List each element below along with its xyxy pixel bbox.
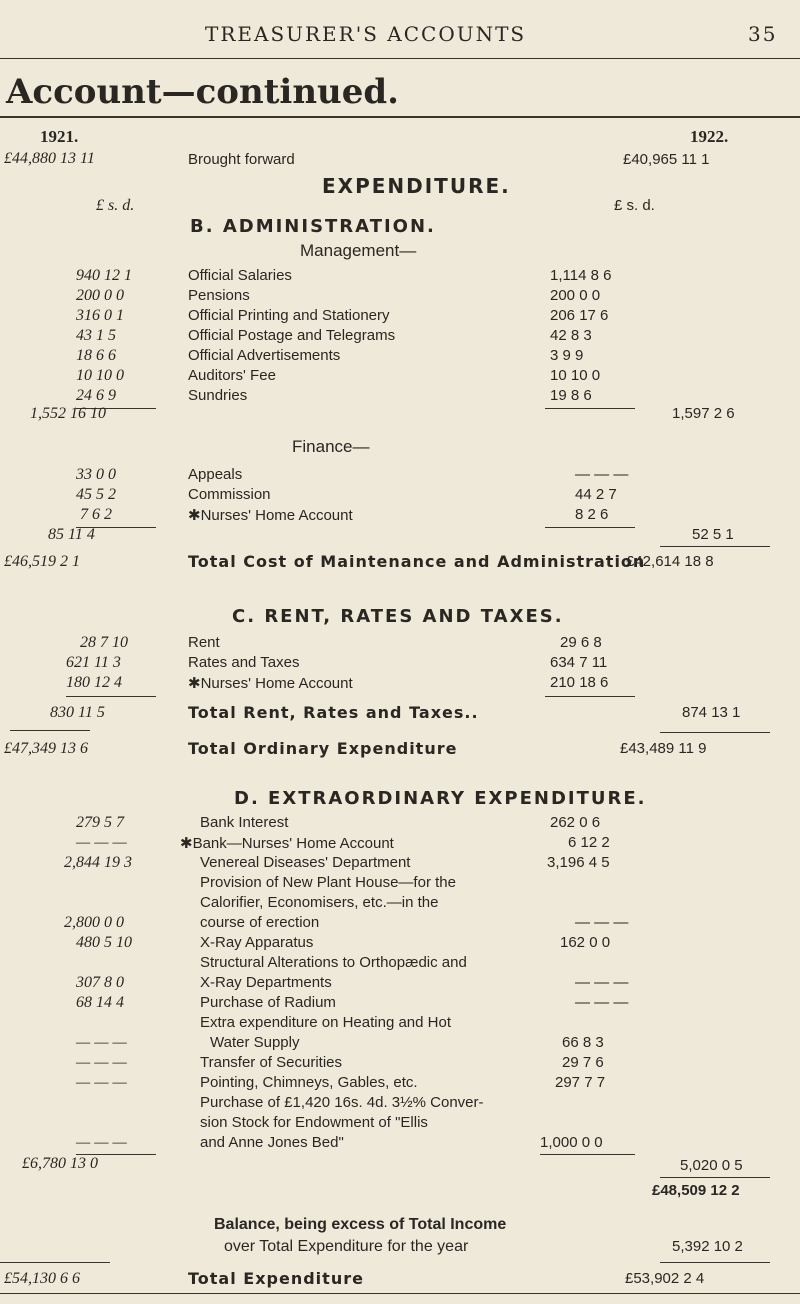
maintenance-right: £42,614 18 8	[626, 553, 714, 570]
mgmt-subtotal-left: 1,552 16 10	[30, 405, 106, 422]
rates-left: 28 7 10	[80, 634, 128, 651]
expenditure-title: EXPENDITURE.	[322, 174, 511, 198]
section-b-title: B. ADMINISTRATION.	[190, 216, 436, 237]
extra-right: 6 12 2	[568, 834, 610, 851]
extra-left: — — —	[76, 1034, 127, 1051]
extra-right: 297 7 7	[555, 1074, 606, 1091]
total-exp-right: £53,902 2 4	[625, 1270, 705, 1287]
mgmt-left: 10 10 0	[76, 367, 124, 384]
rule	[0, 1293, 800, 1294]
mgmt-label: Official Advertisements	[188, 347, 341, 364]
extra-label: Structural Alterations to Orthopædic and	[200, 954, 467, 971]
extra-label: Bank Interest	[200, 814, 289, 831]
header-rule	[0, 58, 800, 59]
extra-label: Transfer of Securities	[200, 1054, 342, 1071]
extra-label: Venereal Diseases' Department	[200, 854, 411, 871]
bf-right: £40,965 11 1	[623, 151, 710, 168]
balance-line-1: Balance, being excess of Total Income	[214, 1216, 507, 1233]
extra-label: Purchase of Radium	[200, 994, 336, 1011]
mgmt-label: Official Salaries	[188, 267, 292, 284]
extra-label: course of erection	[200, 914, 320, 931]
extra-right: 66 8 3	[562, 1034, 604, 1051]
extra-left: 279 5 7	[76, 814, 124, 831]
mgmt-label: Pensions	[188, 287, 250, 304]
mgmt-right: 1,114 8 6	[550, 267, 612, 284]
extra-left: 68 14 4	[76, 994, 124, 1011]
extra-left: 480 5 10	[76, 934, 132, 951]
mgmt-left: 18 6 6	[76, 347, 116, 364]
maintenance-label: Total Cost of Maintenance and Administration	[188, 552, 646, 571]
extra-right: — — —	[575, 974, 629, 991]
extra-label: Pointing, Chimneys, Gables, etc.	[200, 1074, 418, 1091]
finance-label: ✱Nurses' Home Account	[188, 507, 353, 524]
extra-total-left: £6,780 13 0	[22, 1155, 98, 1172]
total-exp-left: £54,130 6 6	[4, 1270, 80, 1287]
mgmt-subtotal-right: 1,597 2 6	[672, 405, 735, 422]
ordinary-right: £43,489 11 9	[620, 740, 707, 757]
page-heading: Account—continued.	[6, 72, 400, 112]
extra-label: Calorifier, Economisers, etc.—in the	[200, 894, 439, 911]
extra-right: 29 7 6	[562, 1054, 604, 1071]
management-subtitle: Management—	[300, 241, 417, 260]
year-right: 1922.	[690, 127, 729, 146]
maintenance-left: £46,519 2 1	[4, 553, 80, 570]
rates-right: 210 18 6	[550, 674, 609, 691]
extra-label: Extra expenditure on Heating and Hot	[200, 1014, 451, 1031]
extra-right: 262 0 6	[550, 814, 601, 831]
mgmt-right: 10 10 0	[550, 367, 601, 384]
rates-total-label: Total Rent, Rates and Taxes..	[188, 703, 479, 722]
rule	[660, 1262, 770, 1263]
rates-total-left: 830 11 5	[50, 704, 105, 721]
balance-right: 5,392 10 2	[672, 1238, 743, 1255]
rates-left: 180 12 4	[66, 674, 122, 691]
section-d-title: D. EXTRAORDINARY EXPENDITURE.	[234, 788, 647, 809]
finance-subtotal-right: 52 5 1	[692, 526, 734, 543]
extra-left: — — —	[76, 1074, 127, 1091]
mgmt-right: 19 8 6	[550, 387, 592, 404]
mgmt-left: 200 0 0	[76, 287, 124, 304]
extra-label: sion Stock for Endowment of "Ellis	[200, 1114, 428, 1131]
rule	[10, 730, 90, 731]
rates-label: Rates and Taxes	[188, 654, 300, 671]
finance-left: 33 0 0	[76, 466, 116, 483]
ordinary-label: Total Ordinary Expenditure	[188, 739, 458, 758]
rule	[660, 546, 770, 547]
bf-label: Brought forward	[188, 151, 295, 168]
finance-label: Commission	[188, 486, 271, 503]
extra-label: and Anne Jones Bed"	[200, 1134, 344, 1151]
finance-right: 8 2 6	[575, 506, 609, 523]
mgmt-left: 43 1 5	[76, 327, 116, 344]
finance-left: 7 6 2	[80, 506, 112, 523]
extra-label: Provision of New Plant House—for the	[200, 874, 456, 891]
rule	[540, 1154, 635, 1155]
rule	[545, 527, 635, 528]
section-c-title: C. RENT, RATES AND TAXES.	[232, 606, 564, 627]
mgmt-label: Official Postage and Telegrams	[188, 327, 396, 344]
extra-right: — — —	[575, 914, 629, 931]
rates-label: ✱Nurses' Home Account	[188, 675, 353, 692]
rule	[660, 1177, 770, 1178]
extra-right: — — —	[575, 994, 629, 1011]
running-title: TREASURER'S ACCOUNTS	[205, 22, 527, 46]
units-left: £ s. d.	[96, 197, 135, 214]
rule	[66, 696, 156, 697]
finance-subtitle: Finance—	[292, 437, 370, 456]
mgmt-right: 3 9 9	[550, 347, 584, 364]
finance-left: 45 5 2	[76, 486, 116, 503]
rates-label: Rent	[188, 634, 220, 651]
mgmt-label: Sundries	[188, 387, 248, 404]
mgmt-label: Official Printing and Stationery	[188, 307, 390, 324]
finance-subtotal-left: 85 11 4	[48, 526, 95, 543]
page-number: 35	[748, 22, 778, 46]
extra-label: X-Ray Departments	[200, 974, 332, 991]
extra-left: — — —	[76, 834, 127, 851]
mgmt-right: 200 0 0	[550, 287, 601, 304]
balance-line-2: over Total Expenditure for the year	[224, 1238, 469, 1255]
finance-right: 44 2 7	[575, 486, 617, 503]
extra-left: — — —	[76, 1134, 127, 1151]
rates-right: 634 7 11	[550, 654, 608, 671]
bf-left: £44,880 13 11	[4, 150, 95, 167]
rule	[660, 732, 770, 733]
year-left: 1921.	[40, 127, 79, 146]
extra-total-right: 5,020 0 5	[680, 1157, 743, 1174]
rule	[545, 408, 635, 409]
extra-label: Water Supply	[210, 1034, 300, 1051]
extra-label: X-Ray Apparatus	[200, 934, 314, 951]
rule	[0, 1262, 110, 1263]
rates-left: 621 11 3	[66, 654, 121, 671]
mgmt-right: 42 8 3	[550, 327, 592, 344]
mgmt-right: 206 17 6	[550, 307, 609, 324]
extra-label: ✱Bank—Nurses' Home Account	[180, 835, 394, 852]
mgmt-left: 24 6 9	[76, 387, 116, 404]
mgmt-left: 940 12 1	[76, 267, 132, 284]
extra-right: 1,000 0 0	[540, 1134, 603, 1151]
extra-left: 2,844 19 3	[64, 854, 132, 871]
mgmt-left: 316 0 1	[76, 307, 124, 324]
units-right: £ s. d.	[614, 197, 655, 214]
ordinary-left: £47,349 13 6	[4, 740, 88, 757]
extra-left: 307 8 0	[76, 974, 124, 991]
extra-label: Purchase of £1,420 16s. 4d. 3½% Conver-	[200, 1094, 484, 1111]
rule	[545, 696, 635, 697]
rates-total-right: 874 13 1	[682, 704, 741, 721]
finance-right: — — —	[575, 466, 629, 483]
heading-rule	[0, 116, 800, 118]
auditor-title	[178, 1296, 249, 1303]
grand-subtotal: £48,509 12 2	[652, 1182, 740, 1199]
extra-left: 2,800 0 0	[64, 914, 124, 931]
extra-left: — — —	[76, 1054, 127, 1071]
total-exp-label: Total Expenditure	[188, 1269, 364, 1288]
finance-label: Appeals	[188, 466, 243, 483]
rates-right: 29 6 8	[560, 634, 602, 651]
mgmt-label: Auditors' Fee	[188, 367, 276, 384]
extra-right: 3,196 4 5	[547, 854, 610, 871]
extra-right: 162 0 0	[560, 934, 611, 951]
